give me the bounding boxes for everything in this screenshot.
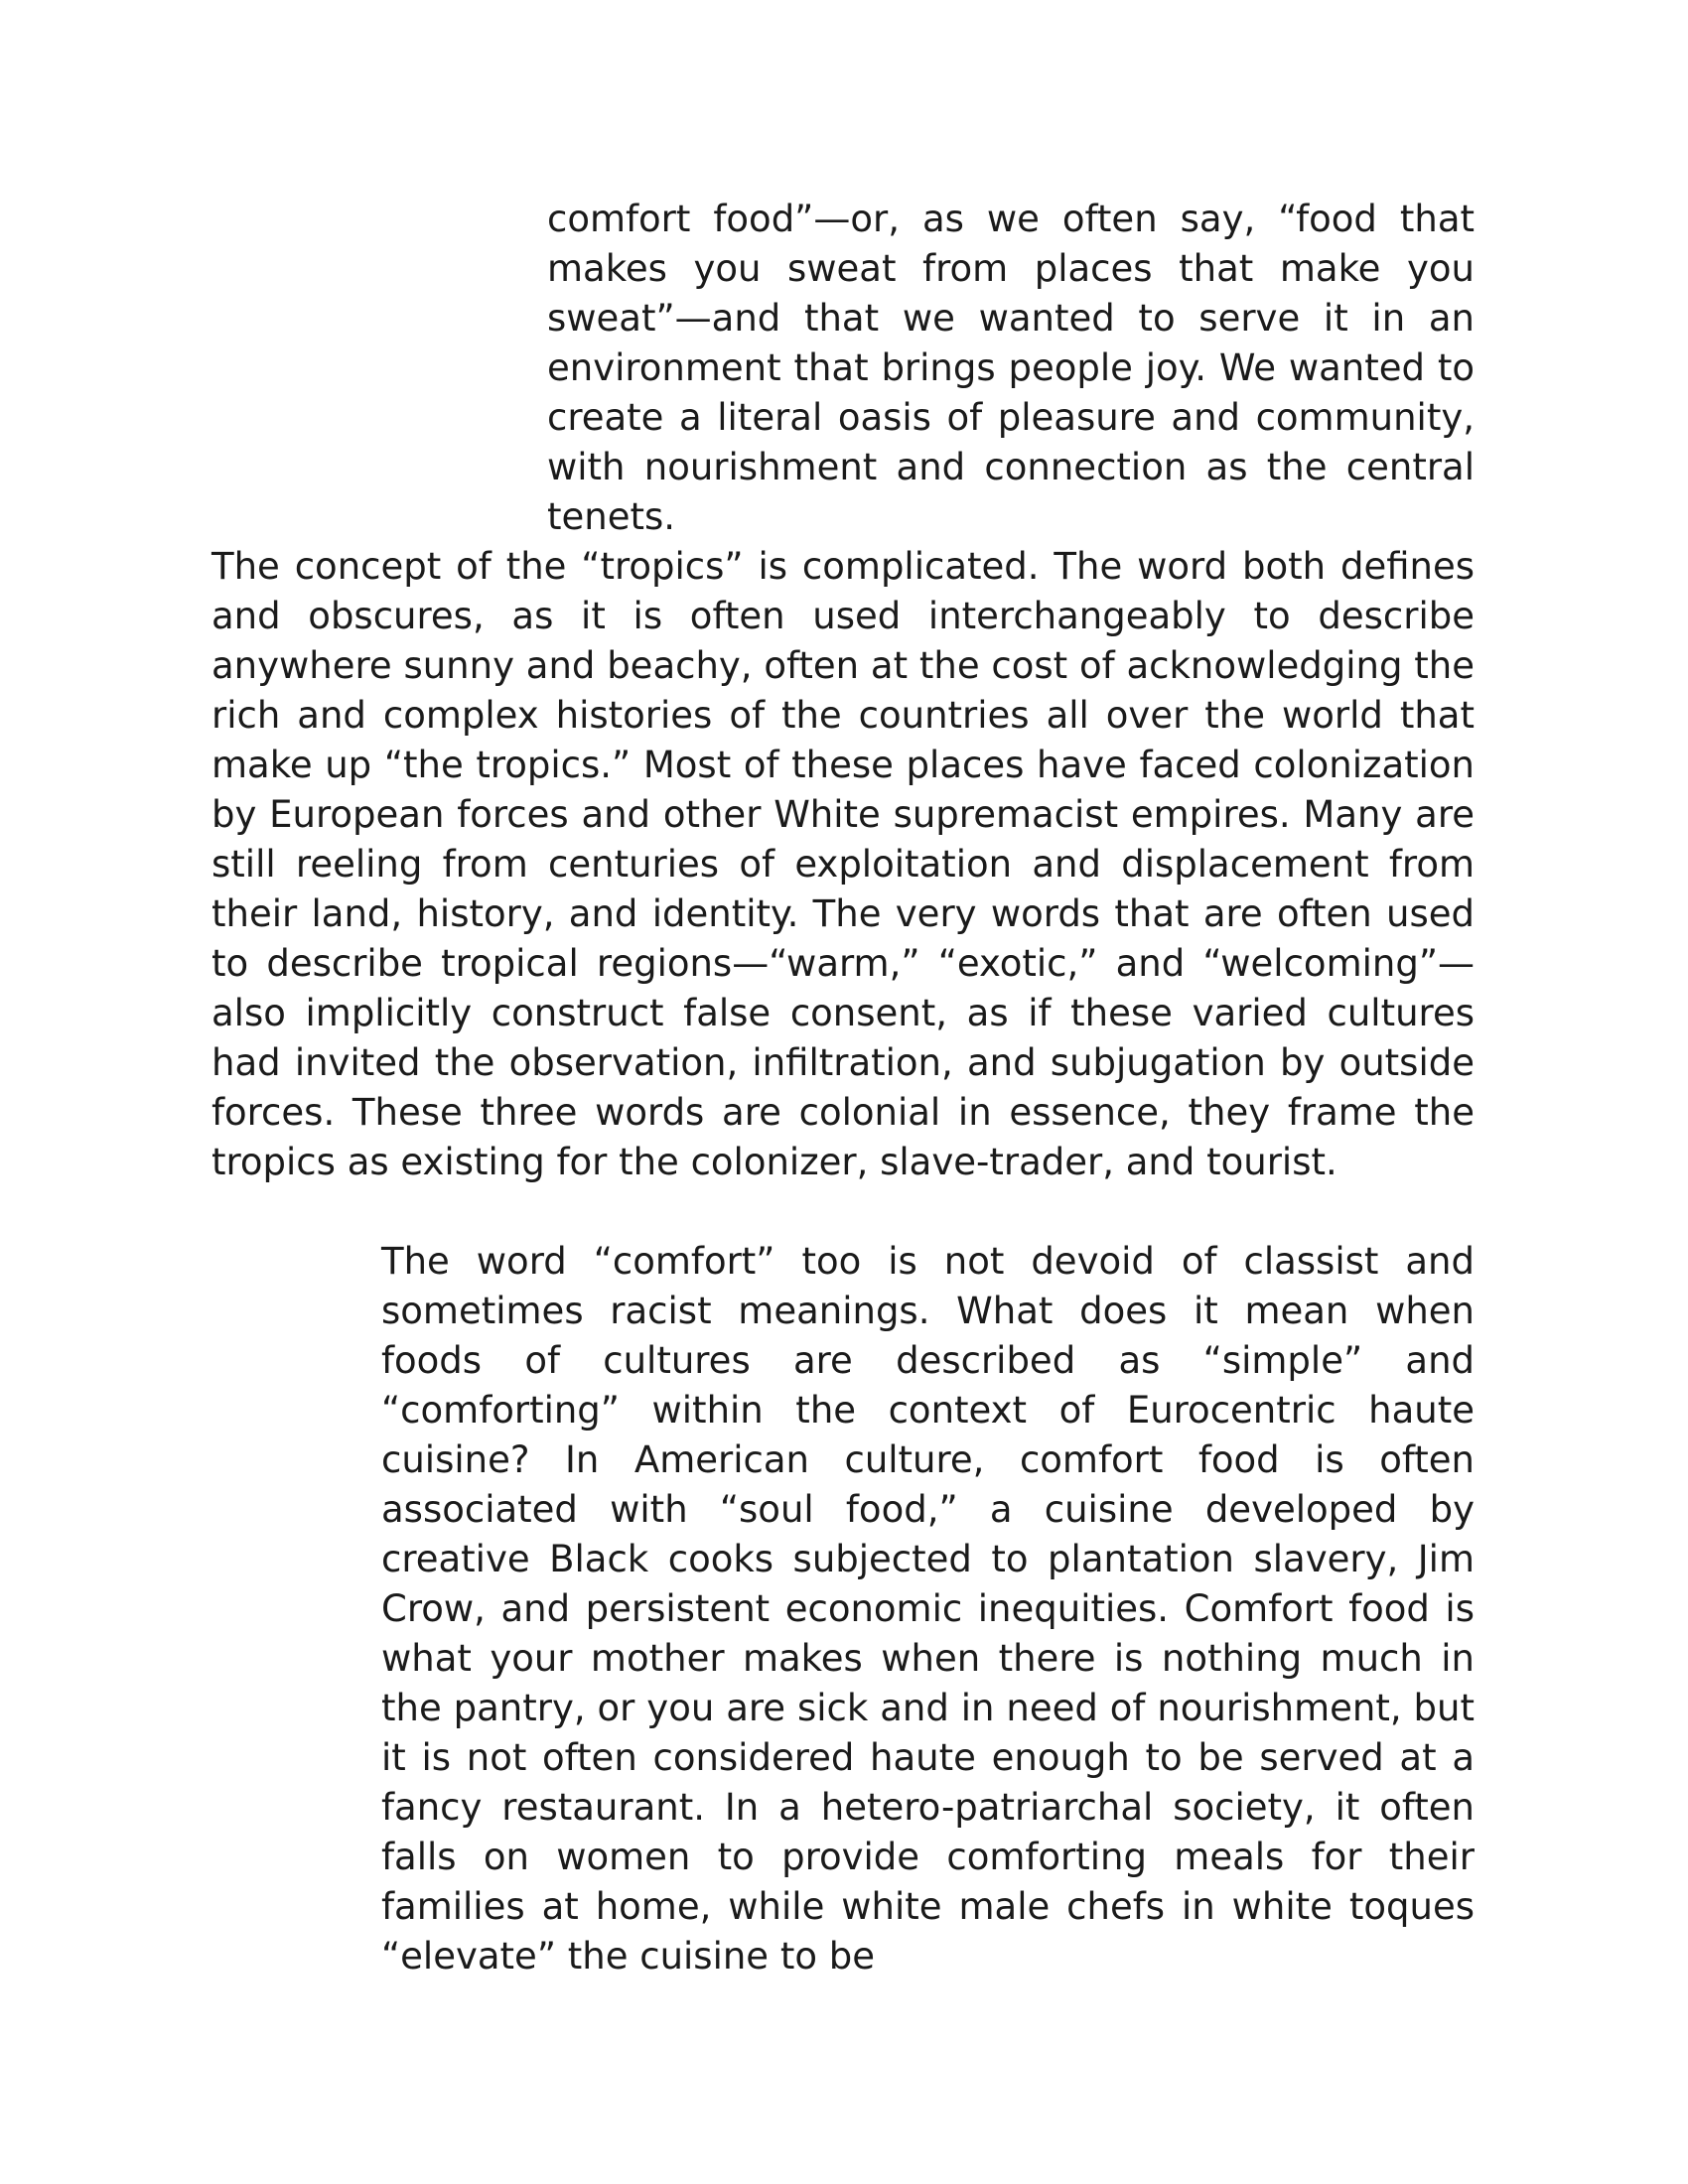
paragraph-tropics: The concept of the “tropics” is complicated. The word both defines and obscures, as it is often used interchangeably to describe anywhere sunny and beachy, often at the cost of acknowledging the rich and complex histories of the countries all over the world that make up “the tropics.” Most of these places have faced colonization by European forces and other White supremacist empires. Many are still reeling from centuries of exploitation and displacement from their land, history, and identity. The very words that are often used to describe tropical regions—“warm,” “exotic,” and “welcoming”—also implicitly construct false consent, as if these varied cultures had invited the observation, infiltration, and subjugation by outside forces. These three words are colonial in essence, they frame the tropics as existing for the colonizer, slave-trader, and tourist. <box>211 545 1475 1183</box>
paragraph-continuation: comfort food”—or, as we often say, “food that makes you sweat from places that make you sweat”—and that we wanted to serve it in an environment that brings people joy. We wanted to create a literal oasis of pleasure and community, with nourishment and connection as the central tenets. <box>547 198 1475 538</box>
paragraph-comfort: The word “comfort” too is not devoid of classist and sometimes racist meanings. What does it mean when foods of cultures are described as “simple” and “comforting” within the context of Eurocentric haute cuisine? In American culture, comfort food is often associated with “soul food,” a cuisine developed by creative Black cooks subjected to plantation slavery, Jim Crow, and persistent economic inequities. Comfort food is what your mother makes when there is nothing much in the pantry, or you are sick and in need of nourishment, but it is not often considered haute enough to be served at a fancy restaurant. In a hetero-patriarchal society, it often falls on women to provide comforting meals for their families at home, while white male chefs in white toques “elevate” the cuisine to be <box>381 1240 1475 1978</box>
